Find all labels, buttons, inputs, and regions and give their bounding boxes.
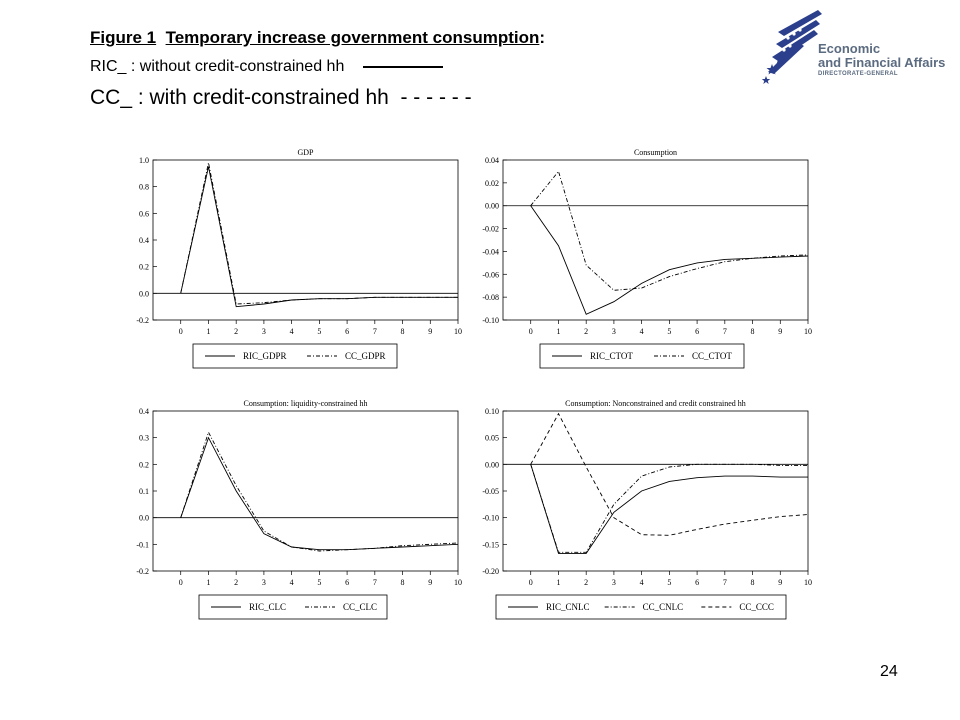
series-line-cc-clc [181, 432, 458, 551]
y-tick-label: -0.10 [482, 513, 499, 523]
series-line-cc-gdpr [181, 163, 458, 304]
x-tick-label: 5 [317, 578, 322, 587]
y-tick-label: -0.2 [136, 567, 149, 576]
x-tick-label: 9 [428, 578, 433, 587]
y-tick-label: 0.0 [139, 513, 149, 523]
x-tick-label: 0 [178, 578, 183, 587]
chart-title: GDP [297, 148, 314, 157]
legend-label: RIC_CTOT [590, 351, 633, 361]
series-line-ric-ctot [531, 206, 808, 315]
x-tick-label: 9 [778, 578, 783, 587]
y-tick-label: -0.06 [482, 270, 499, 280]
legend-label: CC_CLC [343, 602, 378, 612]
x-tick-label: 8 [750, 327, 755, 336]
chart-3 [136, 399, 462, 619]
y-tick-label: -0.10 [482, 316, 499, 325]
plot-frame [153, 411, 458, 571]
series-line-ric-gdpr [181, 167, 458, 307]
chart-legend [199, 595, 387, 619]
x-tick-label: 9 [428, 327, 433, 336]
y-tick-label: 0.4 [139, 236, 149, 245]
x-tick-label: 1 [556, 327, 561, 336]
chart-legend [193, 344, 397, 368]
x-tick-label: 3 [261, 327, 266, 336]
series-line-cc-ccc [531, 414, 808, 536]
x-tick-label: 2 [234, 327, 239, 336]
y-tick-label: 0.4 [139, 407, 149, 416]
y-tick-label: 0.04 [485, 156, 499, 165]
figure-colon: : [539, 28, 546, 47]
cc-description-text: CC_ : with credit-constrained hh [90, 86, 389, 109]
x-tick-label: 6 [345, 578, 350, 587]
dashed-line-sample: - - - - - - [400, 86, 472, 109]
x-tick-label: 5 [667, 578, 672, 587]
y-tick-label: 0.2 [139, 262, 149, 272]
chart-title: Consumption: Nonconstrained and credit constrained hh [565, 399, 746, 408]
y-tick-label: -0.08 [482, 293, 499, 303]
y-tick-label: 0.02 [485, 178, 499, 188]
x-tick-label: 6 [695, 578, 700, 587]
x-tick-label: 1 [206, 578, 211, 587]
x-tick-label: 8 [400, 327, 405, 336]
x-tick-label: 10 [454, 578, 462, 587]
x-tick-label: 2 [584, 327, 589, 336]
y-tick-label: 0.05 [485, 433, 499, 443]
x-tick-label: 3 [611, 327, 616, 336]
series-line-ric-cnlc [531, 464, 808, 553]
x-tick-label: 1 [206, 327, 211, 336]
y-tick-label: -0.1 [136, 540, 149, 550]
x-tick-label: 2 [584, 578, 589, 587]
y-tick-label: -0.02 [482, 224, 499, 234]
series-line-cc-ctot [531, 171, 808, 290]
y-tick-label: 0.8 [139, 182, 149, 192]
x-tick-label: 7 [722, 578, 727, 587]
x-tick-label: 7 [722, 327, 727, 336]
y-tick-label: 0.2 [139, 460, 149, 470]
x-tick-label: 5 [667, 327, 672, 336]
x-tick-label: 5 [317, 327, 322, 336]
y-tick-label: 0.10 [485, 407, 499, 416]
x-tick-label: 10 [804, 327, 812, 336]
legend-label: RIC_CNLC [546, 602, 590, 612]
chart-title: Consumption [633, 148, 678, 157]
chart-4 [482, 399, 812, 619]
x-tick-label: 10 [804, 578, 812, 587]
x-tick-label: 7 [372, 327, 377, 336]
y-tick-label: 0.1 [139, 487, 149, 496]
x-tick-label: 10 [454, 327, 462, 336]
y-tick-label: 0.3 [139, 433, 149, 443]
plot-frame [153, 160, 458, 320]
page-number: 24 [880, 663, 898, 680]
logo-line-2: and Financial Affairs [818, 55, 946, 71]
x-tick-label: 2 [234, 578, 239, 587]
x-tick-label: 4 [639, 327, 644, 336]
x-tick-label: 4 [289, 327, 294, 336]
x-tick-label: 6 [345, 327, 350, 336]
x-tick-label: 8 [400, 578, 405, 587]
plot-frame [503, 411, 808, 571]
y-tick-label: -0.20 [482, 567, 499, 576]
y-tick-label: -0.15 [482, 540, 499, 550]
figure-label: Figure 1 [90, 28, 157, 47]
chart-2 [482, 148, 812, 368]
chart-title: Consumption: liquidity-constrained hh [243, 399, 368, 408]
y-tick-label: 0.0 [139, 289, 149, 299]
x-tick-label: 3 [261, 578, 266, 587]
ric-description-text: RIC_ : without credit-constrained hh [90, 58, 345, 75]
legend-label: CC_GDPR [345, 351, 386, 361]
logo-line-3: DIRECTORATE-GENERAL [818, 70, 898, 77]
y-tick-label: -0.05 [482, 487, 499, 496]
x-tick-label: 8 [750, 578, 755, 587]
x-tick-label: 9 [778, 327, 783, 336]
y-tick-label: 0.00 [485, 460, 499, 470]
x-tick-label: 7 [372, 578, 377, 587]
x-tick-label: 3 [611, 578, 616, 587]
series-line-ric-clc [181, 438, 458, 550]
x-tick-label: 0 [178, 327, 183, 336]
chart-legend [496, 595, 786, 619]
y-tick-label: 0.6 [139, 209, 149, 219]
legend-label: CC_CNLC [642, 602, 684, 612]
logo-line-1: Economic [818, 41, 881, 56]
x-tick-label: 0 [528, 578, 533, 587]
figure-title: Temporary increase government consumption [165, 28, 540, 47]
legend-label: CC_CTOT [692, 351, 732, 361]
chart-legend [540, 344, 744, 368]
chart-1 [136, 148, 462, 368]
x-tick-label: 1 [556, 578, 561, 587]
y-tick-label: 0.00 [485, 201, 499, 211]
series-line-cc-cnlc [531, 464, 808, 552]
x-tick-label: 0 [528, 327, 533, 336]
legend-label: CC_CCC [739, 602, 774, 612]
legend-label: RIC_GDPR [243, 351, 287, 361]
y-tick-label: -0.04 [482, 247, 499, 257]
x-tick-label: 4 [639, 578, 644, 587]
y-tick-label: 1.0 [139, 156, 149, 165]
x-tick-label: 4 [289, 578, 294, 587]
x-tick-label: 6 [695, 327, 700, 336]
legend-label: RIC_CLC [249, 602, 287, 612]
y-tick-label: -0.2 [136, 316, 149, 325]
